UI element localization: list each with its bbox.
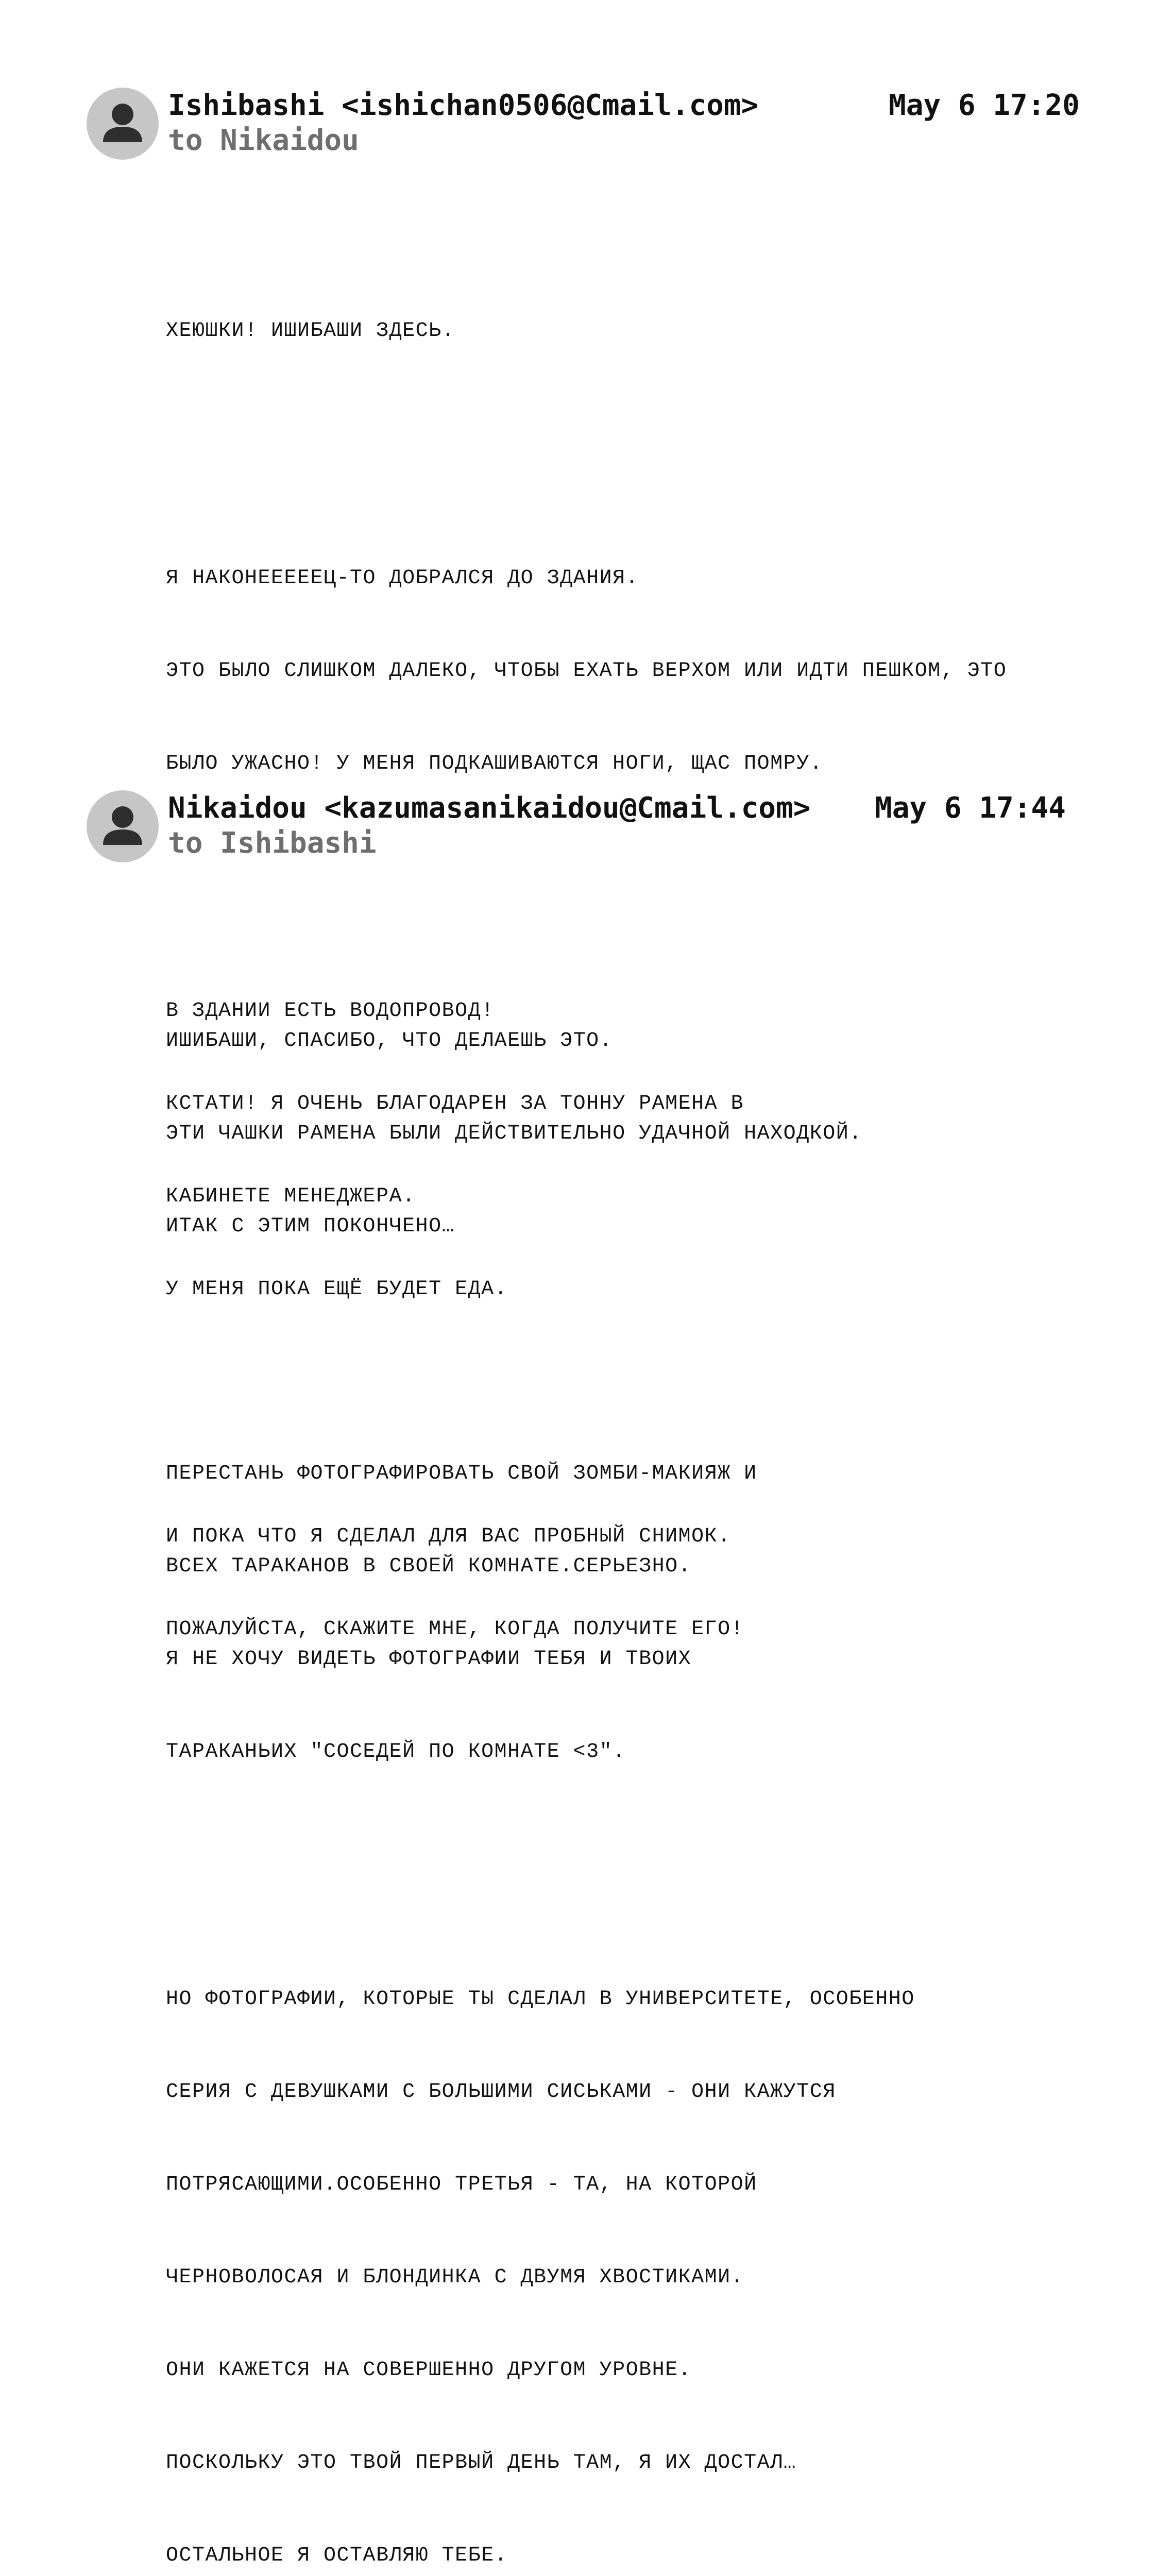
sender-avatar: [87, 790, 159, 862]
sender-name: Ishibashi <ishichan0506@Cmail.com>: [168, 89, 759, 122]
message-line: Я НЕ ХОЧУ ВИДЕТЬ ФОТОГРАФИИ ТЕБЯ И ТВОИХ: [166, 1648, 692, 1671]
message-line: ВСЕХ ТАРАКАНОВ В СВОЕЙ КОМНАТЕ.СЕРЬЕЗНО.: [166, 1555, 692, 1578]
message-line: ХЕЮШКИ! ИШИБАШИ ЗДЕСЬ.: [166, 319, 455, 343]
message-line: НО ФОТОГРАФИИ, КОТОРЫЕ ТЫ СДЕЛАЛ В УНИВЕРСИТЕТЕ, ОСОБЕННО: [166, 1988, 915, 2011]
message-line: ПОТРЯСАЮЩИМИ.ОСОБЕННО ТРЕТЬЯ - ТА, НА КОТОРОЙ: [166, 2173, 757, 2196]
message-line: Я НАКОНЕЕЕЕЕЦ-ТО ДОБРАЛСЯ ДО ЗДАНИЯ.: [166, 567, 639, 590]
message-line: В ЗДАНИИ ЕСТЬ ВОДОПРОВОД!: [166, 999, 495, 1023]
message-body: [166, 902, 1103, 2576]
sender-name: Nikaidou <kazumasanikaidou@Cmail.com>: [168, 791, 811, 825]
person-icon: [87, 790, 159, 862]
message-line: ТАРАКАНЬИХ "СОСЕДЕЙ ПО КОМНАТЕ <3".: [166, 1740, 626, 1764]
message-line: И ПОКА ЧТО Я СДЕЛАЛ ДЛЯ ВАС ПРОБНЫЙ СНИМОК.: [166, 1525, 731, 1548]
message-line: ОСТАЛЬНОЕ Я ОСТАВЛЯЮ ТЕБЕ.: [166, 2544, 508, 2567]
message-paragraph: [166, 964, 1103, 1304]
message-paragraph: [166, 254, 1103, 409]
message-line: КАБИНЕТЕ МЕНЕДЖЕРА.: [166, 1185, 416, 1208]
recipient-name: to Nikaidou: [168, 124, 359, 157]
message-line: ИШИБАШИ, СПАСИБО, ЧТО ДЕЛАЕШЬ ЭТО.: [166, 1029, 613, 1053]
message-line: У МЕНЯ ПОКА ЕЩЁ БУДЕТ ЕДА.: [166, 1278, 508, 1301]
message-date: May 6 17:44: [875, 791, 1066, 825]
sender-avatar: [87, 88, 159, 160]
recipient-name: to Ishibashi: [168, 826, 377, 860]
message-line: ПОСКОЛЬКУ ЭТО ТВОЙ ПЕРВЫЙ ДЕНЬ ТАМ, Я ИХ ДОСТАЛ…: [166, 2451, 797, 2475]
message-line: ОНИ КАЖЕТСЯ НА СОВЕРШЕННО ДРУГОМ УРОВНЕ.: [166, 2359, 692, 2382]
message-paragraph: [166, 1397, 1103, 1829]
message-date: May 6 17:20: [889, 89, 1080, 122]
message-line: ПЕРЕСТАНЬ ФОТОГРАФИРОВАТЬ СВОЙ ЗОМБИ-МАКИЯЖ И: [166, 1462, 757, 1485]
message-line: ИТАК С ЭТИМ ПОКОНЧЕНО…: [166, 1215, 455, 1238]
message-line: БЫЛО УЖАСНО! У МЕНЯ ПОДКАШИВАЮТСЯ НОГИ, ЩАС ПОМРУ.: [166, 752, 823, 775]
message-paragraph: [166, 1922, 1103, 2576]
message-line: СЕРИЯ С ДЕВУШКАМИ С БОЛЬШИМИ СИСЬКАМИ - ОНИ КАЖУТСЯ: [166, 2080, 836, 2104]
message-line: ЧЕРНОВОЛОСАЯ И БЛОНДИНКА С ДВУМЯ ХВОСТИКАМИ.: [166, 2266, 744, 2289]
message-line: КСТАТИ! Я ОЧЕНЬ БЛАГОДАРЕН ЗА ТОННУ РАМЕНА В: [166, 1092, 744, 1115]
message-line: ПОЖАЛУЙСТА, СКАЖИТЕ МНЕ, КОГДА ПОЛУЧИТЕ ЕГО!: [166, 1618, 744, 1641]
person-icon: [87, 88, 159, 160]
message-line: ЭТИ ЧАШКИ РАМЕНА БЫЛИ ДЕЙСТВИТЕЛЬНО УДАЧНОЙ НАХОДКОЙ.: [166, 1122, 862, 1145]
message-line: ЭТО БЫЛО СЛИШКОМ ДАЛЕКО, ЧТОБЫ ЕХАТЬ ВЕРХОМ ИЛИ ИДТИ ПЕШКОМ, ЭТО: [166, 659, 1007, 683]
